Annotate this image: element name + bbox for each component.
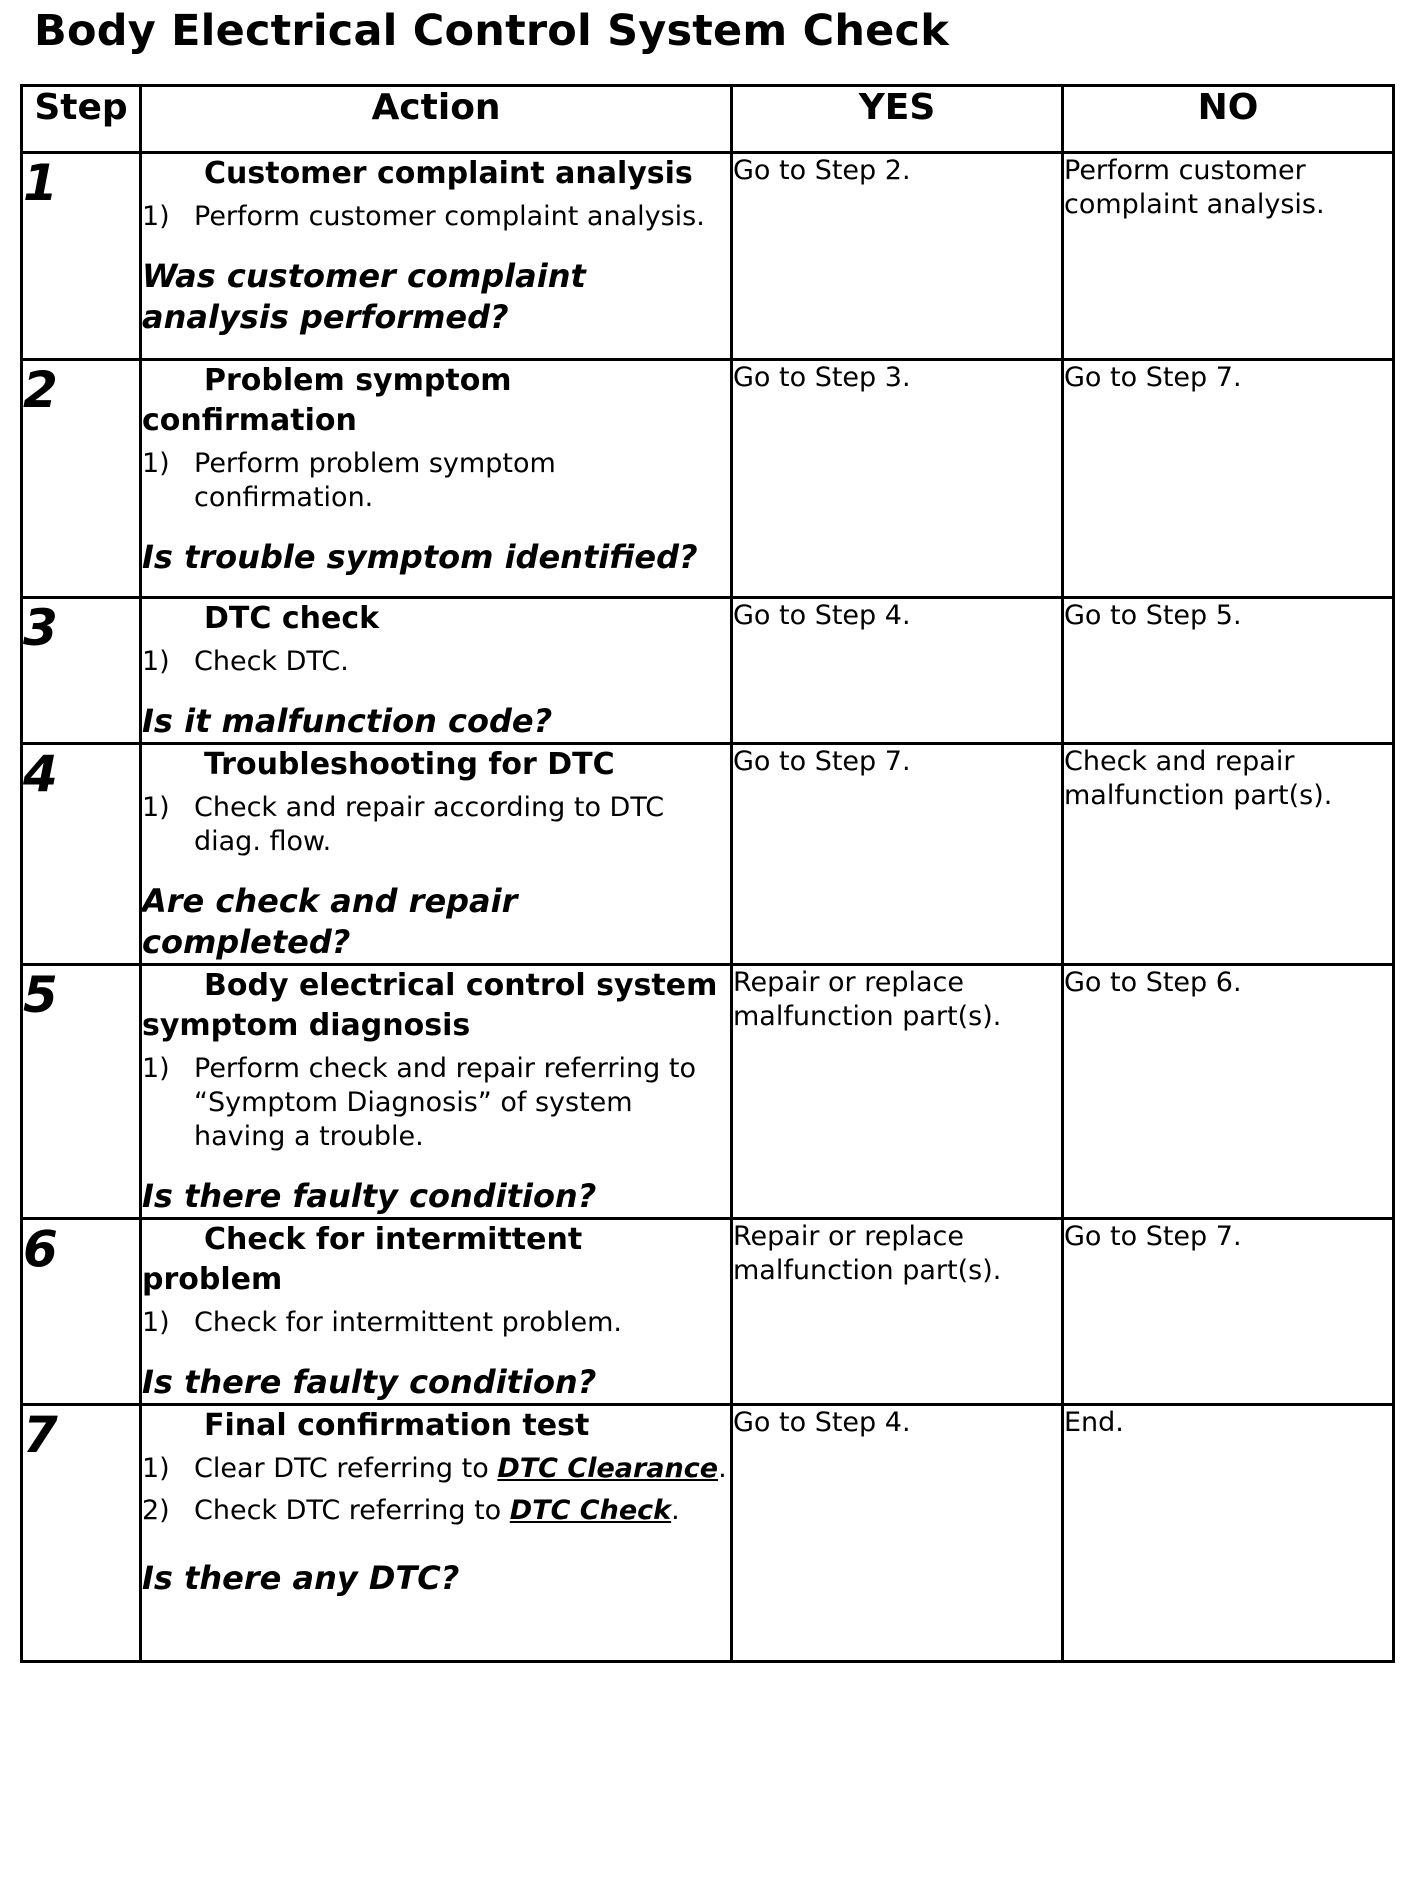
yes-result: Repair or replace malfunction part(s). [732, 1219, 1063, 1405]
table-row [22, 598, 1394, 744]
action-cell [141, 153, 732, 360]
page-title: Body Electrical Control System Check [34, 6, 950, 56]
table-row [22, 965, 1394, 1219]
substep-item: 1) Check DTC. [142, 646, 349, 677]
action-heading: Problem symptom confirmation [142, 363, 512, 438]
substep-item: 1) Perform customer complaint analysis. [142, 201, 705, 232]
action-cell [141, 965, 732, 1219]
dtc-clearance-link[interactable]: DTC Clearance [497, 1453, 719, 1484]
step-number: 6 [22, 1219, 141, 1405]
substep-list [142, 1306, 730, 1340]
substep-list [142, 1452, 730, 1528]
action-heading: Troubleshooting for DTC [204, 747, 615, 782]
no-result: Check and repair malfunction part(s). [1063, 744, 1394, 965]
table-row [22, 1405, 1394, 1662]
action-question: Is there any DTC? [142, 1559, 460, 1597]
action-question: Is it malfunction code? [142, 702, 553, 740]
no-result: End. [1063, 1405, 1394, 1662]
step-number: 3 [22, 598, 141, 744]
dtc-check-link[interactable]: DTC Check [509, 1495, 672, 1526]
table-row [22, 1219, 1394, 1405]
substep-item: 1) Clear DTC referring to DTC Clearance. [142, 1453, 727, 1484]
column-header-no: NO [1063, 86, 1394, 153]
table-row [22, 360, 1394, 598]
yes-result: Go to Step 7. [732, 744, 1063, 965]
step-number: 1 [22, 153, 141, 360]
substep-list [142, 645, 730, 679]
step-number: 7 [22, 1405, 141, 1662]
substep-list [142, 447, 730, 515]
substep-item: 1) Perform problem symptom confirmation. [142, 448, 556, 513]
column-header-step: Step [22, 86, 141, 153]
yes-result: Go to Step 4. [732, 1405, 1063, 1662]
action-heading: Body electrical control system symptom diagnosis [142, 968, 718, 1043]
table-row [22, 153, 1394, 360]
diagnosis-flow-table [20, 84, 1395, 1663]
substep-item: 1) Check for intermittent problem. [142, 1307, 622, 1338]
step-number: 2 [22, 360, 141, 598]
no-result: Go to Step 7. [1063, 360, 1394, 598]
substep-list [142, 1052, 730, 1154]
step-number: 4 [22, 744, 141, 965]
no-result: Go to Step 5. [1063, 598, 1394, 744]
column-header-action: Action [141, 86, 732, 153]
action-cell [141, 1219, 732, 1405]
substep-item: 1) Perform check and repair referring to “Symptom Diagnosis” of system having a trouble. [142, 1053, 696, 1152]
step-number: 5 [22, 965, 141, 1219]
action-cell [141, 744, 732, 965]
action-cell [141, 598, 732, 744]
table-header-row [22, 86, 1394, 153]
action-question: Is there faulty condition? [142, 1363, 597, 1401]
table-row [22, 744, 1394, 965]
no-result: Go to Step 6. [1063, 965, 1394, 1219]
action-cell [141, 1405, 732, 1662]
no-result: Perform customer complaint analysis. [1063, 153, 1394, 360]
no-result: Go to Step 7. [1063, 1219, 1394, 1405]
yes-result: Go to Step 2. [732, 153, 1063, 360]
substep-item: 1) Check and repair according to DTC diag. flow. [142, 792, 665, 857]
action-question: Is there faulty condition? [142, 1177, 597, 1215]
action-heading: Customer complaint analysis [204, 156, 693, 191]
action-cell [141, 360, 732, 598]
yes-result: Repair or replace malfunction part(s). [732, 965, 1063, 1219]
action-heading: Final confirmation test [204, 1408, 590, 1443]
action-question: Are check and repair completed? [142, 882, 518, 961]
yes-result: Go to Step 3. [732, 360, 1063, 598]
action-question: Is trouble symptom identified? [142, 538, 698, 576]
action-heading: Check for intermittent problem [142, 1222, 583, 1297]
substep-list [142, 200, 730, 234]
yes-result: Go to Step 4. [732, 598, 1063, 744]
action-question: Was customer complaint analysis performed? [142, 257, 586, 336]
column-header-yes: YES [732, 86, 1063, 153]
substep-list [142, 791, 730, 859]
action-heading: DTC check [204, 601, 380, 636]
substep-item: 2) Check DTC referring to DTC Check. [142, 1495, 680, 1526]
